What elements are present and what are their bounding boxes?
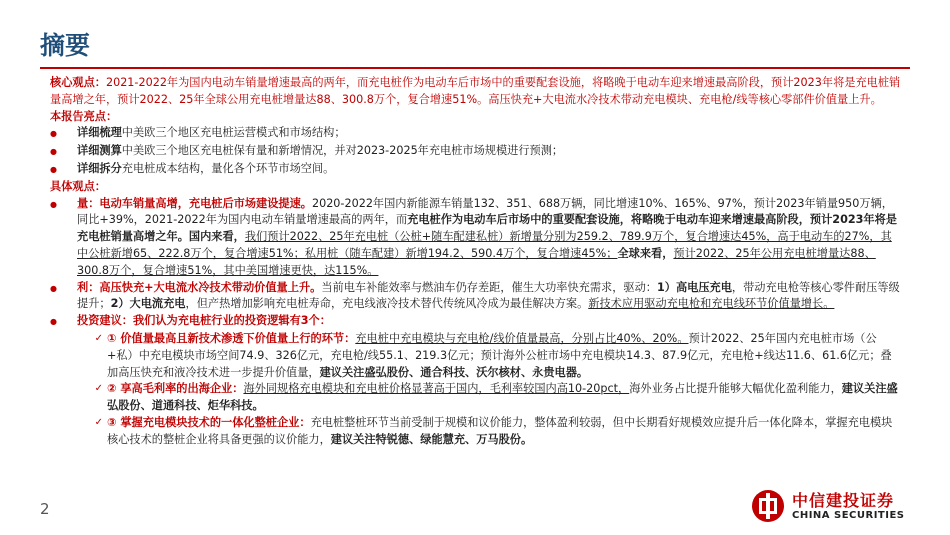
title-divider [40,67,910,69]
volume-underline-2: 预计2022、25年公用充电桩增量达88、300.8万个，复合增速51%，其中美国增速更快，达115%。 [77,246,876,277]
volume-bold-1: 充电桩作为电动车后市场中的重要配套设施，将略晚于电动车迎来增速最高阶段，预计2023年将是充电桩销量高增之年。 [77,213,897,244]
highlight-bold: 详细拆分 [77,161,122,175]
volume-lead: 量：电动车销量高增，充电桩后市场建设提速。 [77,196,312,210]
highlight-item [50,125,902,143]
highlights-heading: 本报告亮点： [50,109,118,123]
bullet-dot-icon: ● [50,147,57,157]
volume-bold-2: 国内来看， [188,230,245,244]
invest-item [50,331,902,381]
core-view-text: 2021-2022年为国内电动车销量增速最高的两年，而充电桩作为电动车后市场中的重要配套设施，将略晚于电动车迎来增速最高阶段，预计2023年将是充电桩销量高增之年，预计2022、25年全球公用充电桩增量达88、300.8万个，复合增速51%。高压快充+大电流水冷技术带动充电模块、充电枪/线等核心零部件价值量上升。 [50,76,901,106]
profit-underline: 新技术应用驱动充电枪和充电线环节价值量增长。 [588,297,835,311]
invest-item [50,381,902,415]
page-number: 2 [40,500,50,518]
invest-item-text: 海外业务占比提升能够大幅优化盈利能力， [629,382,842,396]
profit-point [50,280,902,314]
summary-body [50,75,902,449]
bullet-dot-icon: ● [50,164,57,174]
details-heading: 具体观点： [50,179,106,193]
highlight-item [50,143,902,161]
volume-underline-1: 我们预计2022、25年充电桩（公桩+随车配建私桩）新增量分别为259.2、789.9万个，复合增速达45%，高于电动车的27%，其中公桩新增65、222.8万个，复合增速51%；私用桩（随车配建）新增194.2、590.4万个，复合增速45%； [77,230,892,260]
bullet-dot-icon: ● [50,317,57,327]
highlight-bold: 详细测算 [77,144,122,158]
invest-item-text: 预计2022、25年国内充电桩市场（公+私）中充电模块市场空间74.9、326亿元，充电枪/线55.1、219.3亿元；预计海外公桩市场中充电模块14.3、87.9亿元，充电枪+线达11.6、61.6亿元；叠加高压快充和液冷技术进一步提升价值量， [107,331,892,379]
volume-text: 2020-2022年国内新能源车销量132、351、688万辆，同比增速10%、165%、97%，预计2023年销量950万辆，同比+39%，2021-2022年为国内电动车销量增速最高的两年，而 [77,196,893,227]
invest-item-lead: ② 享高毛利率的出海企业： [107,382,244,396]
core-view [50,75,902,109]
invest-item-lead: ③ 掌握充电模块技术的一体化整桩企业： [107,415,311,429]
highlight-bold: 详细梳理 [77,126,122,140]
invest-item-recommend: 建议关注盛弘股份、通合科技、沃尔核材、永贵电器。 [319,365,589,379]
highlight-text: 充电桩成本结构，量化各个环节市场空间。 [121,161,335,175]
citic-logo-icon [750,488,786,524]
highlight-text: 中美欧三个地区充电桩保有量和新增情况，并对2023-2025年充电桩市场规模进行预测； [121,144,564,158]
bullet-dot-icon: ● [50,283,57,293]
profit-text-1: 当前电车补能效率与燃油车仍存差距，催生大功率快充需求，驱动： [321,280,657,294]
invest-item-underline: 海外同规格充电模块和充电桩价格显著高于国内，毛利率较国内高10-20pct， [243,382,630,396]
page-title: 摘要 [40,31,91,60]
profit-bold-2: 2）大电流充电 [110,297,186,311]
core-view-label: 核心观点： [50,76,106,89]
invest-item-recommend: 建议关注特锐德、绿能慧充、万马股份。 [330,432,533,446]
invest-item-underline: 充电桩中充电模块与充电枪/线价值量最高，分别占比40%、20%。 [355,331,689,345]
brand-name-cn: 中信建投证券 [792,491,895,510]
invest-item-recommend: 建议关注盛弘股份、道通科技、炬华科技。 [107,382,898,413]
checkmark-icon: ✓ [94,383,103,395]
bullet-dot-icon: ● [50,199,57,209]
profit-bold-1: 1）高电压充电 [656,280,732,294]
invest-lead: 投资建议：我们认为充电桩行业的投资逻辑有3个： [77,314,331,328]
invest-item-lead: ① 价值量最高且新技术渗透下价值量上行的环节： [107,331,356,345]
invest-item [50,415,902,449]
invest-point [50,313,902,331]
checkmark-icon: ✓ [94,332,103,344]
volume-bold-3: 全球来看， [617,246,674,260]
profit-lead: 利：高压快充+大电流水冷技术带动价值量上升。 [77,280,322,294]
bullet-dot-icon: ● [50,129,57,139]
invest-item-text: 充电桩整桩环节当前受制于规模和议价能力，整体盈利较弱，但中长期看好规模效应提升后一体化降本，掌握充电模块核心技术的整桩企业将具备更强的议价能力， [107,415,893,446]
profit-text-3: ，但产热增加影响充电桩寿命，充电线液冷技术替代传统风冷成为最佳解决方案。 [185,297,589,311]
brand-name-en: CHINA SECURITIES [792,510,905,521]
highlight-text: 中美欧三个地区充电桩运营模式和市场结构； [121,126,346,140]
checkmark-icon: ✓ [94,416,103,428]
profit-text-2: ，带动充电枪等核心零件耐压等级提升； [77,280,900,311]
brand-logo [750,486,920,528]
highlight-item [50,161,902,179]
volume-point [50,196,902,280]
